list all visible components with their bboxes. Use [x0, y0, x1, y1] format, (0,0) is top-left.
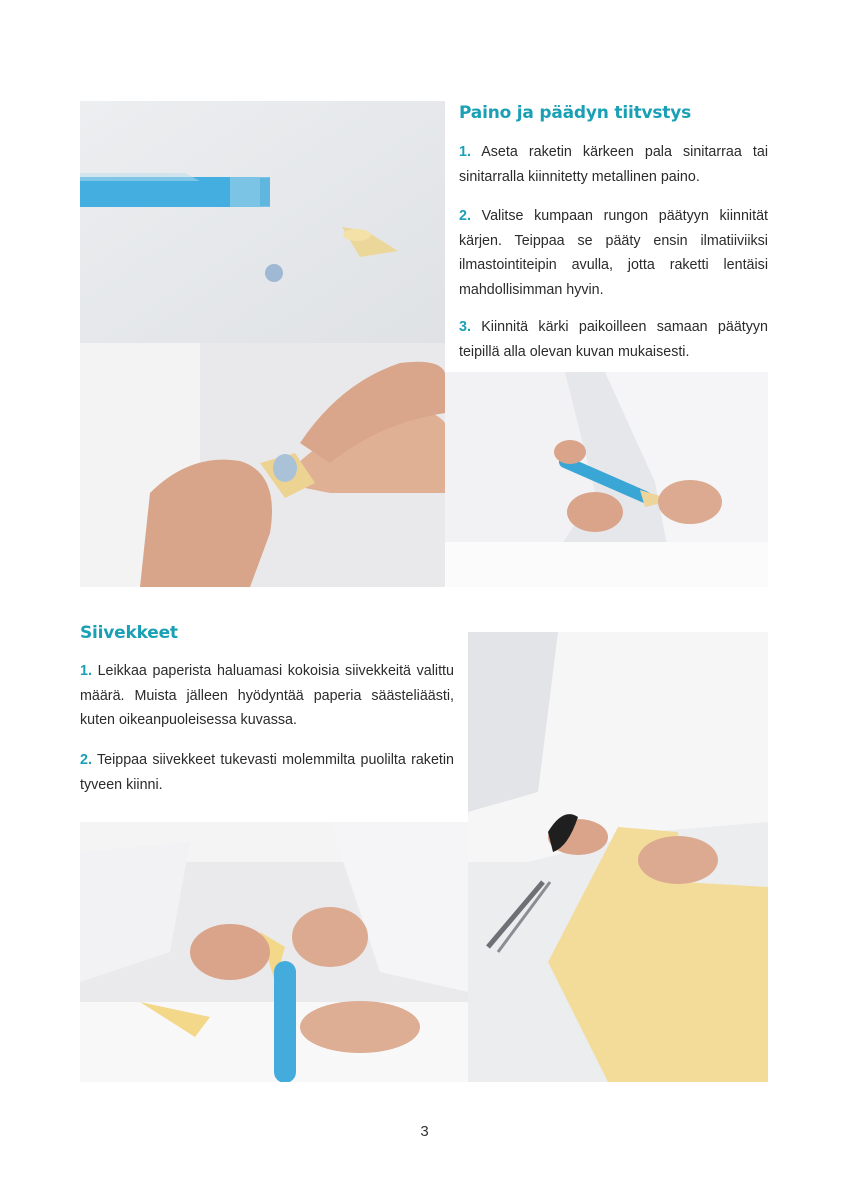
step-weight-3: [459, 315, 768, 364]
step-text: Teippaa siivekkeet tukevasti molemmilta puolilta raketin tyveen kiinni.: [80, 752, 455, 793]
step-text: Valitse kumpaan rungon päätyyn kiinnität kärjen. Teippaa se pääty ensin ilmatiiviiksi ilmastointiteipin avulla, jotta raketti lentäisi mahdollisimman hyvin.: [459, 208, 768, 298]
photo-hands-cone: [80, 343, 445, 587]
step-weight-1: [459, 140, 768, 189]
page-number: 3: [420, 1123, 429, 1140]
step-number: 3.: [459, 319, 471, 335]
section-title-weight: Paino ja päädyn tiitvstys: [459, 103, 692, 123]
photo-attach-cone: [445, 372, 768, 587]
step-text: Kiinnitä kärki paikoilleen samaan päätyyn teipillä alla olevan kuvan mukaisesti.: [459, 319, 768, 360]
step-weight-2: [459, 204, 768, 302]
photo-taping-fins: [80, 822, 468, 1082]
step-number: 1.: [459, 144, 471, 160]
step-fins-1: [80, 659, 454, 733]
step-fins-2: [80, 748, 454, 797]
step-text: Leikkaa paperista haluamasi kokoisia siivekkeitä valittu määrä. Muista jälleen hyödyntää paperia säästeliäästi, kuten oikeanpuoleisessa kuvassa.: [80, 663, 454, 728]
step-number: 2.: [459, 208, 471, 224]
photo-cutting-paper: [468, 632, 768, 1082]
step-number: 2.: [80, 752, 92, 768]
section-title-fins: Siivekkeet: [80, 623, 178, 643]
photo-rocket-parts: [80, 101, 445, 343]
step-text: Aseta raketin kärkeen pala sinitarraa tai sinitarralla kiinnitetty metallinen paino.: [459, 144, 768, 185]
step-number: 1.: [80, 663, 92, 679]
